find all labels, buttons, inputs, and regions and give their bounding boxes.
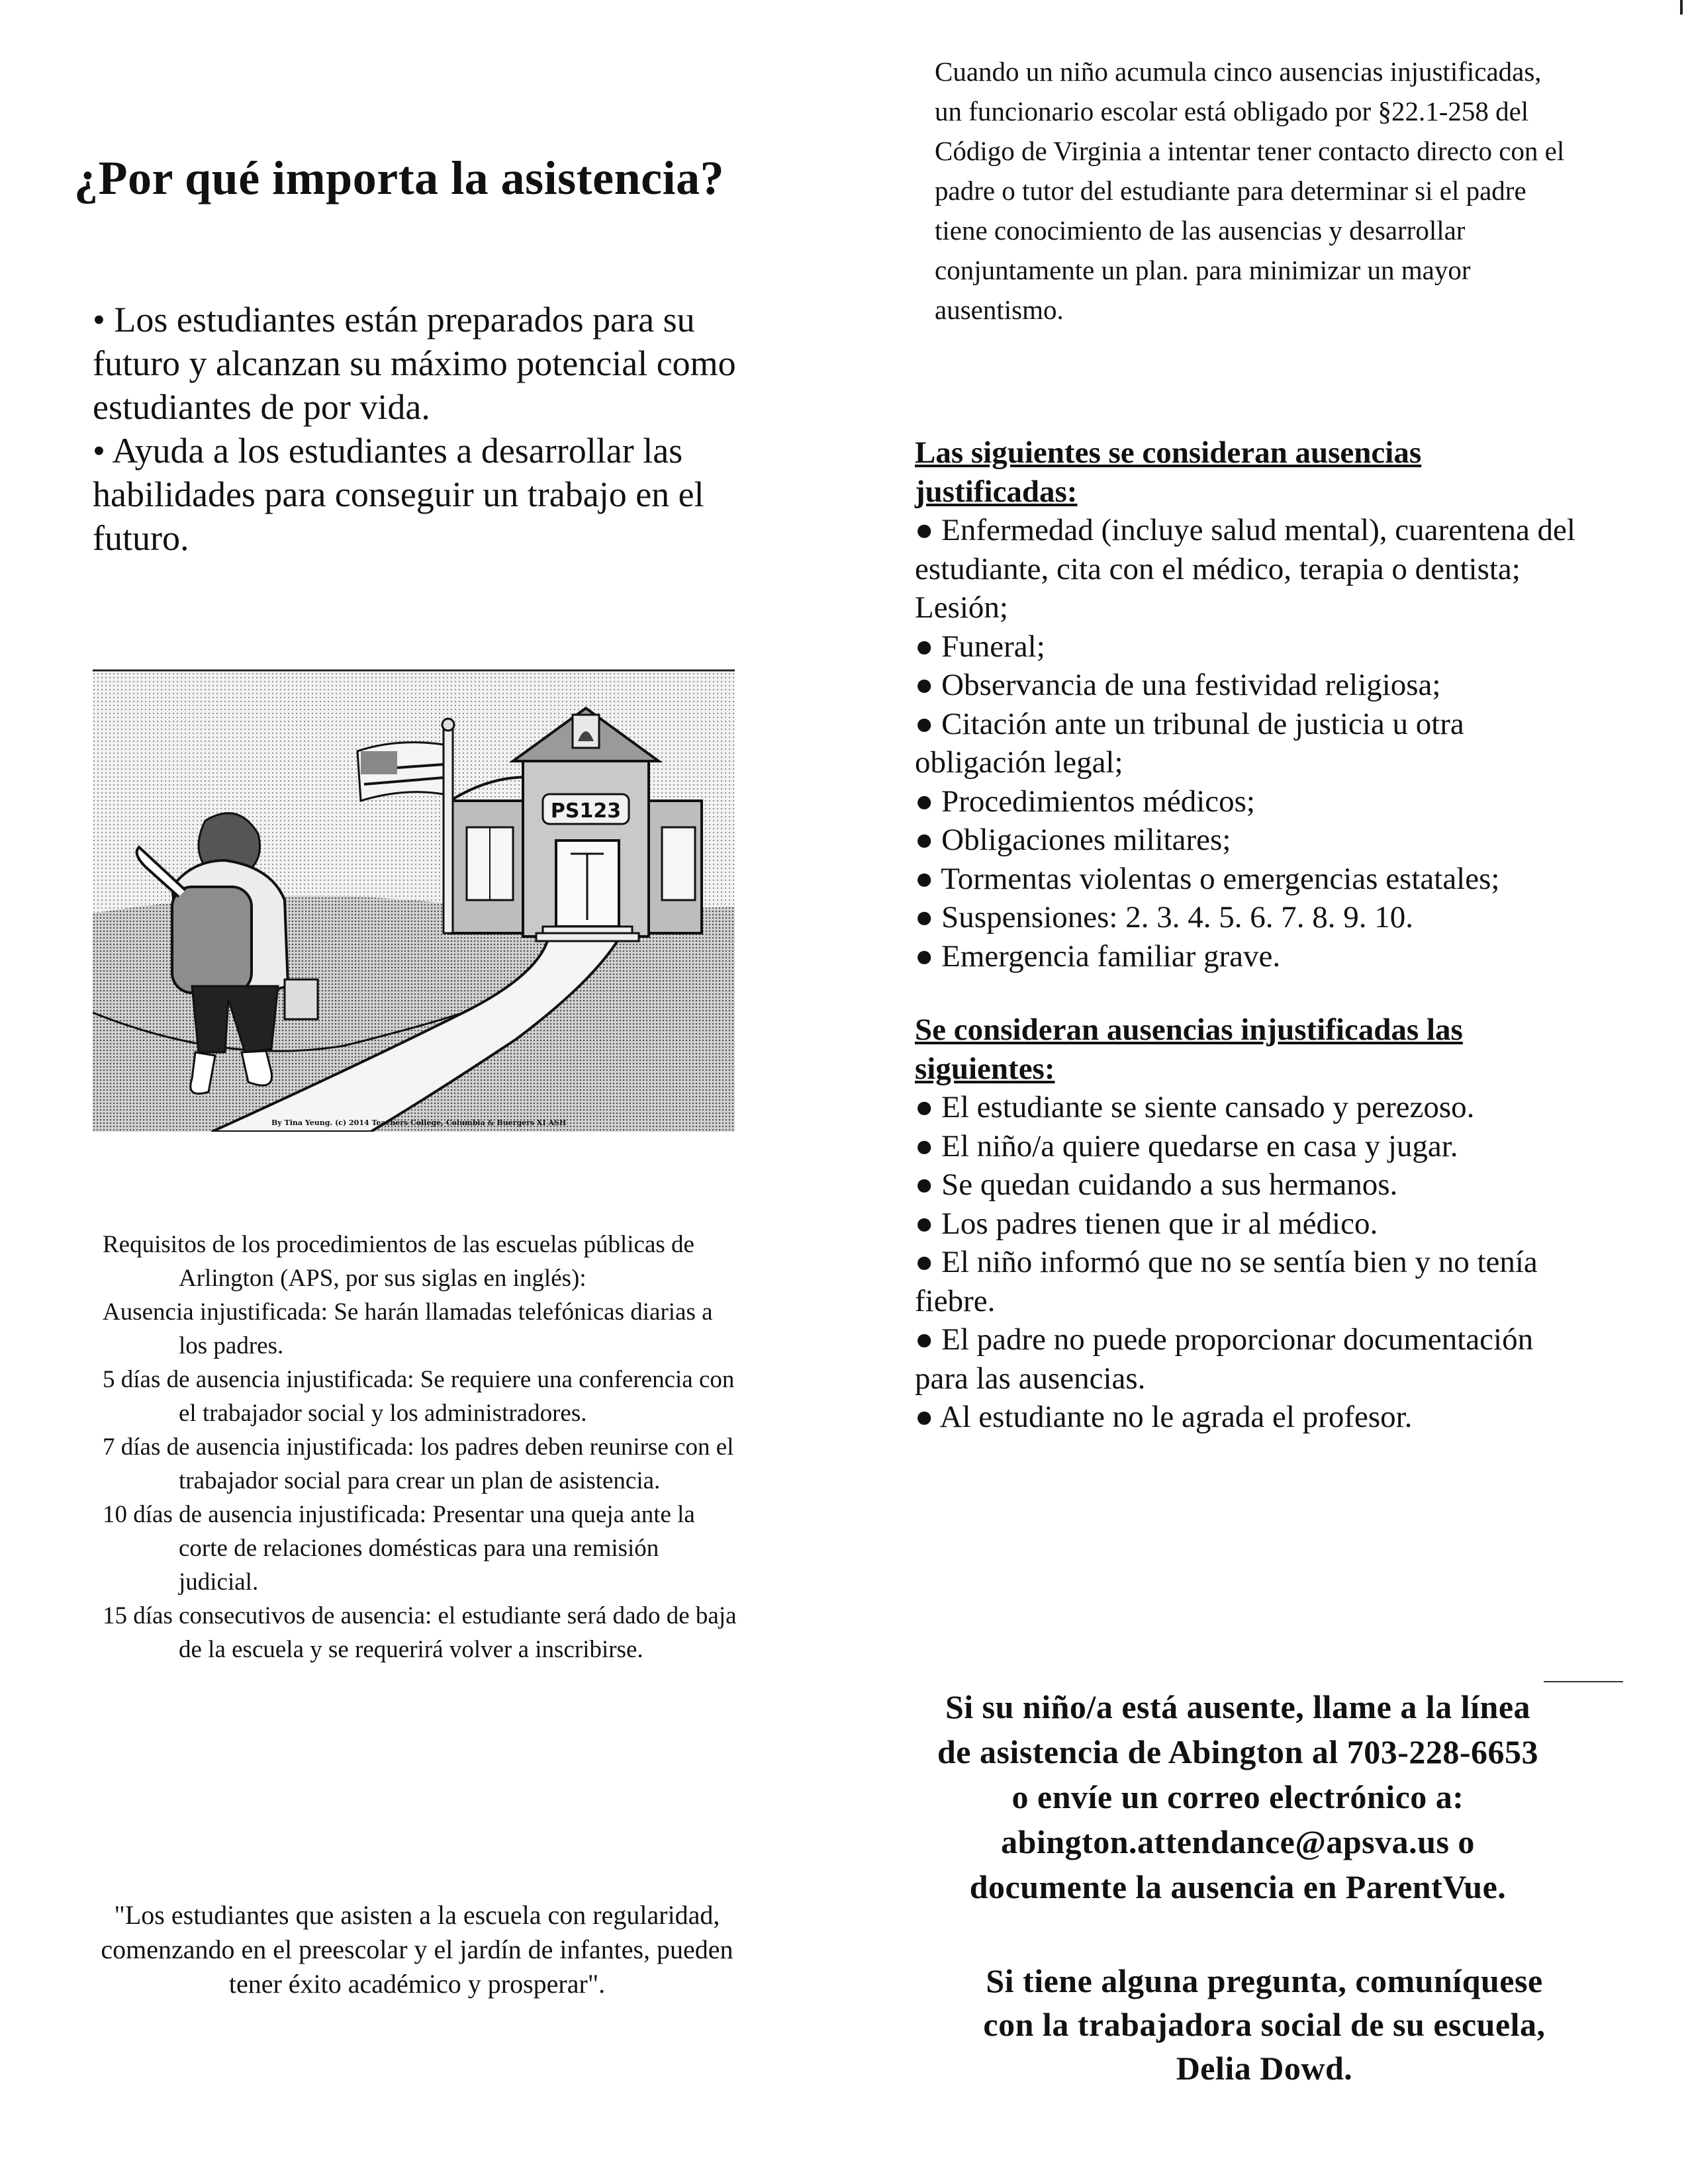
scan-edge-mark (1680, 0, 1683, 15)
unexcused-item: ● El padre no puede proporcionar documentación para las ausencias. (915, 1322, 1534, 1396)
social-worker-info (920, 1959, 1609, 2090)
unexcused-absences-section (915, 1011, 1577, 1437)
social-worker-line: con la trabajadora social de su escuela, (983, 2006, 1546, 2043)
unexcused-item: ● El niño informó que no se sentía bien y no tenía fiebre. (915, 1245, 1538, 1318)
aps-requirements (103, 1228, 738, 1666)
unexcused-item: ● El niño/a quiere quedarse en casa y jugar. (915, 1128, 1458, 1163)
excused-item: ● Suspensiones: 2. 3. 4. 5. 6. 7. 8. 9. 10. (915, 900, 1413, 934)
social-worker-line: Si tiene alguna pregunta, comuníquese (986, 1962, 1543, 1999)
page-title: ¿Por qué importa la asistencia? (74, 152, 725, 205)
excused-item: ● Enfermedad (incluye salud mental), cuarentena del estudiante, cita con el médico, terapia o dentista; Lesión; (915, 513, 1575, 625)
excused-item: ● Observancia de una festividad religiosa; (915, 668, 1441, 702)
contact-info (880, 1684, 1595, 1909)
contact-email: abington.attendance@apsva.us o (1001, 1823, 1475, 1860)
why-attendance-points (93, 298, 755, 560)
excused-heading: Las siguientes se consideran ausencias justificadas: (915, 435, 1422, 509)
contact-line: documente la ausencia en ParentVue. (969, 1868, 1507, 1905)
excused-item: ● Procedimientos médicos; (915, 784, 1255, 819)
excused-item: ● Citación ante un tribunal de justicia u otra obligación legal; (915, 706, 1464, 780)
unexcused-item: ● Se quedan cuidando a sus hermanos. (915, 1167, 1398, 1202)
why-point: • Ayuda a los estudiantes a desarrollar las habilidades para conseguir un trabajo en el futuro. (93, 431, 704, 558)
divider-line (1544, 1681, 1623, 1682)
excused-item: ● Obligaciones militares; (915, 823, 1231, 857)
virginia-code-paragraph: Cuando un niño acumula cinco ausencias injustificadas, un funcionario escolar está obligado por §22.1-258 del Código de Virginia a intentar tener contacto directo con el padre o tutor del estudiante para determinar si el padre tiene conocimiento de las ausencias y desarrollar conjuntamente un plan. para minimizar un mayor ausentismo. (935, 56, 1565, 325)
requirement-item: 10 días de ausencia injustificada: Presentar una queja ante la corte de relaciones domésticas para una remisión judicial. (103, 1501, 695, 1596)
requirement-item: Requisitos de los procedimientos de las escuelas públicas de Arlington (APS, por sus siglas en inglés): (103, 1231, 694, 1292)
unexcused-item: ● Al estudiante no le agrada el profesor. (915, 1400, 1413, 1434)
school-sign-text: PS123 (550, 799, 622, 823)
excused-absences-section (915, 433, 1577, 976)
unexcused-heading: Se consideran ausencias injustificadas las siguientes: (915, 1013, 1463, 1086)
requirement-item: Ausencia injustificada: Se harán llamadas telefónicas diarias a los padres. (103, 1298, 713, 1359)
excused-item: ● Emergencia familiar grave. (915, 938, 1281, 974)
attendance-quote: "Los estudiantes que asisten a la escuela con regularidad, comenzando en el preescolar y el jardín de infantes, pueden tener éxito académico y prosperar". (101, 1900, 733, 1999)
social-worker-name: Delia Dowd. (1176, 2050, 1353, 2087)
requirement-item: 15 días consecutivos de ausencia: el estudiante será dado de baja de la escuela y se requerirá volver a inscribirse. (103, 1602, 737, 1663)
why-point: • Los estudiantes están preparados para su futuro y alcanzan su máximo potencial como estudiantes de por vida. (93, 300, 736, 427)
requirement-item: 5 días de ausencia injustificada: Se requiere una conferencia con el trabajador social y los administradores. (103, 1366, 735, 1427)
requirement-item: 7 días de ausencia injustificada: los padres deben reunirse con el trabajador social para crear un plan de asistencia. (103, 1433, 734, 1494)
excused-item: ● Funeral; (915, 629, 1045, 664)
unexcused-item: ● Los padres tienen que ir al médico. (915, 1206, 1378, 1241)
unexcused-item: ● El estudiante se siente cansado y perezoso. (915, 1090, 1475, 1124)
school-illustration-drawing (93, 668, 735, 1132)
contact-line: Si su niño/a está ausente, llame a la línea (945, 1688, 1531, 1725)
school-illustration (93, 668, 735, 1132)
illustration-credit: By Tina Yeung. (c) 2014 Teachers College, Columbia & Buergers XI ASH (271, 1118, 567, 1127)
contact-line: o envíe un correo electrónico a: (1011, 1778, 1464, 1815)
excused-item: ● Tormentas violentas o emergencias estatales; (915, 861, 1500, 896)
contact-line: de asistencia de Abington al 703-228-6653 (937, 1733, 1539, 1770)
